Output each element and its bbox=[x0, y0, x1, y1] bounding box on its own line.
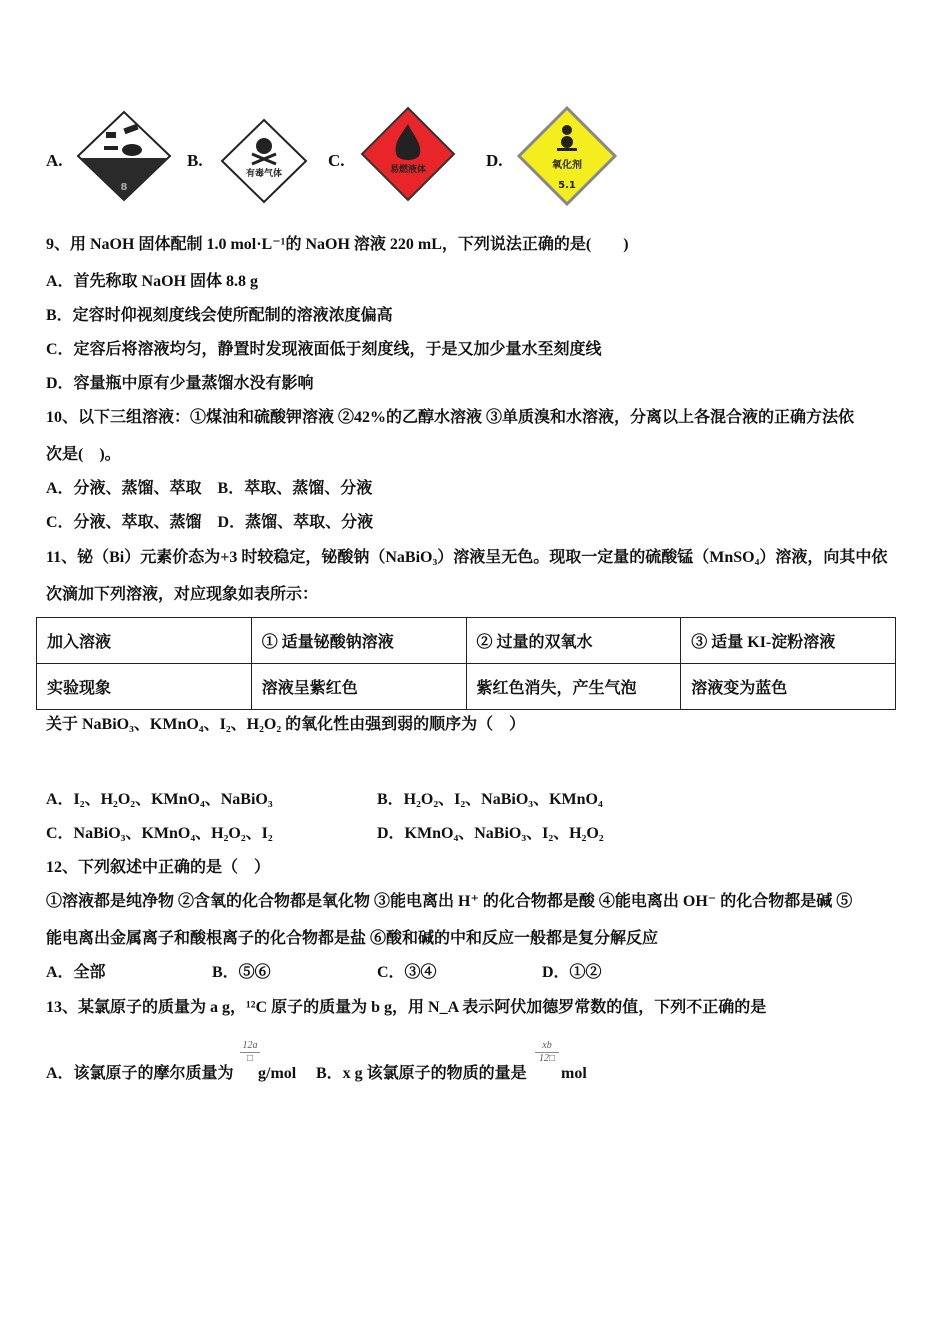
q12-option-c: C．③④ bbox=[377, 964, 437, 981]
table-cell: 紫红色消失，产生气泡 bbox=[466, 664, 681, 710]
oxidizer-sign-icon bbox=[517, 106, 617, 206]
q13-option-a: A．该氯原子的摩尔质量为 bbox=[46, 1065, 234, 1082]
q9-option-d: D．容量瓶中原有少量蒸馏水没有影响 bbox=[46, 375, 314, 392]
q12-statements-line2: 能电离出金属离子和酸根离子的化合物都是盐 ⑥酸和碱的中和反应一般都是复分解反应 bbox=[46, 930, 659, 947]
table-row bbox=[37, 618, 896, 664]
q9-option-c: C．定容后将溶液均匀，静置时发现液面低于刻度线，于是又加少量水至刻度线 bbox=[46, 341, 602, 358]
q10-options-cd: C．分液、萃取、蒸馏 D．蒸馏、萃取、分液 bbox=[46, 514, 374, 531]
q13-option-b-unit: mol bbox=[561, 1065, 587, 1082]
q11-option-c: C．NaBiO₃、KMnO₄、H₂O₂、I₂ bbox=[46, 825, 273, 842]
denominator: 12□ bbox=[535, 1052, 559, 1065]
denominator: □ bbox=[240, 1052, 260, 1065]
numerator: 12a bbox=[242, 1040, 258, 1051]
fraction-12a bbox=[240, 1040, 260, 1065]
question-10-stem-cont: 次是( )。 bbox=[46, 446, 121, 463]
option-c-label: C. bbox=[328, 151, 345, 170]
corrosive-sign-icon bbox=[76, 110, 172, 202]
question-10-stem: 10、以下三组溶液：①煤油和硫酸钾溶液 ②42%的乙醇水溶液 ③单质溴和水溶液，分离以上各混合液的正确方法依 bbox=[46, 409, 855, 426]
question-11-stem: 11、铋（Bi）元素价态为+3 时较稳定，铋酸钠（NaBiO₃）溶液呈无色。现取一定量的硫酸锰（MnSO₄）溶液，向其中依 bbox=[46, 549, 888, 566]
q12-option-a: A．全部 bbox=[46, 964, 106, 981]
option-d-label: D. bbox=[486, 151, 503, 170]
q12-option-b: B．⑤⑥ bbox=[212, 964, 271, 981]
fraction-xb bbox=[535, 1040, 559, 1065]
table-cell: ③ 适量 KI-淀粉溶液 bbox=[681, 618, 896, 664]
q11-option-b: B．H₂O₂、I₂、NaBiO₃、KMnO₄ bbox=[377, 791, 603, 808]
table-cell: ① 适量铋酸钠溶液 bbox=[251, 618, 466, 664]
table-row bbox=[37, 664, 896, 710]
option-b-label: B. bbox=[187, 151, 203, 170]
table-cell: 实验现象 bbox=[37, 664, 252, 710]
q9-option-b: B．定容时仰视刻度线会使所配制的溶液浓度偏高 bbox=[46, 307, 393, 324]
svg-text:有毒气体: 有毒气体 bbox=[245, 169, 283, 179]
svg-text:氧化剂: 氧化剂 bbox=[552, 160, 582, 171]
table-cell: 溶液变为蓝色 bbox=[681, 664, 896, 710]
question-11-stem-cont: 次滴加下列溶液，对应现象如表所示： bbox=[46, 586, 319, 603]
q9-option-a: A．首先称取 NaOH 固体 8.8 g bbox=[46, 273, 259, 290]
table-cell: 加入溶液 bbox=[37, 618, 252, 664]
question-9-stem: 9、用 NaOH 固体配制 1.0 mol·L⁻¹的 NaOH 溶液 220 mL，下列说法正确的是( ) bbox=[46, 236, 629, 253]
experiment-table bbox=[36, 617, 896, 710]
q12-option-d: D．①② bbox=[542, 964, 602, 981]
question-11-question: 关于 NaBiO₃、KMnO₄、I₂、H₂O₂ 的氧化性由强到弱的顺序为（ ） bbox=[46, 716, 526, 733]
svg-text:5.1: 5.1 bbox=[558, 180, 576, 191]
toxic-gas-sign-icon bbox=[220, 118, 308, 204]
svg-text:易燃液体: 易燃液体 bbox=[389, 165, 427, 175]
question-12-stem: 12、下列叙述中正确的是（ ） bbox=[46, 859, 271, 876]
numerator: xb bbox=[542, 1040, 552, 1051]
flammable-liquid-sign-icon bbox=[360, 106, 456, 202]
table-cell: 溶液呈紫红色 bbox=[251, 664, 466, 710]
table-cell: ② 过量的双氧水 bbox=[466, 618, 681, 664]
q11-option-a: A．I₂、H₂O₂、KMnO₄、NaBiO₃ bbox=[46, 791, 273, 808]
q11-option-d: D．KMnO₄、NaBiO₃、I₂、H₂O₂ bbox=[377, 825, 604, 842]
question-13-stem: 13、某氯原子的质量为 a g，¹²C 原子的质量为 b g，用 N_A 表示阿伏加德罗常数的值，下列不正确的是 bbox=[46, 999, 767, 1016]
q12-statements-line1: ①溶液都是纯净物 ②含氧的化合物都是氧化物 ③能电离出 H⁺ 的化合物都是酸 ④能电离出 OH⁻ 的化合物都是碱 ⑤ bbox=[46, 893, 853, 910]
option-a-label: A. bbox=[46, 151, 63, 170]
q13-option-b: B．x g 该氯原子的物质的量是 bbox=[316, 1065, 527, 1082]
q13-option-a-unit: g/mol bbox=[258, 1065, 297, 1082]
svg-text:8: 8 bbox=[120, 182, 128, 193]
q10-options-ab: A．分液、蒸馏、萃取 B．萃取、蒸馏、分液 bbox=[46, 480, 373, 497]
